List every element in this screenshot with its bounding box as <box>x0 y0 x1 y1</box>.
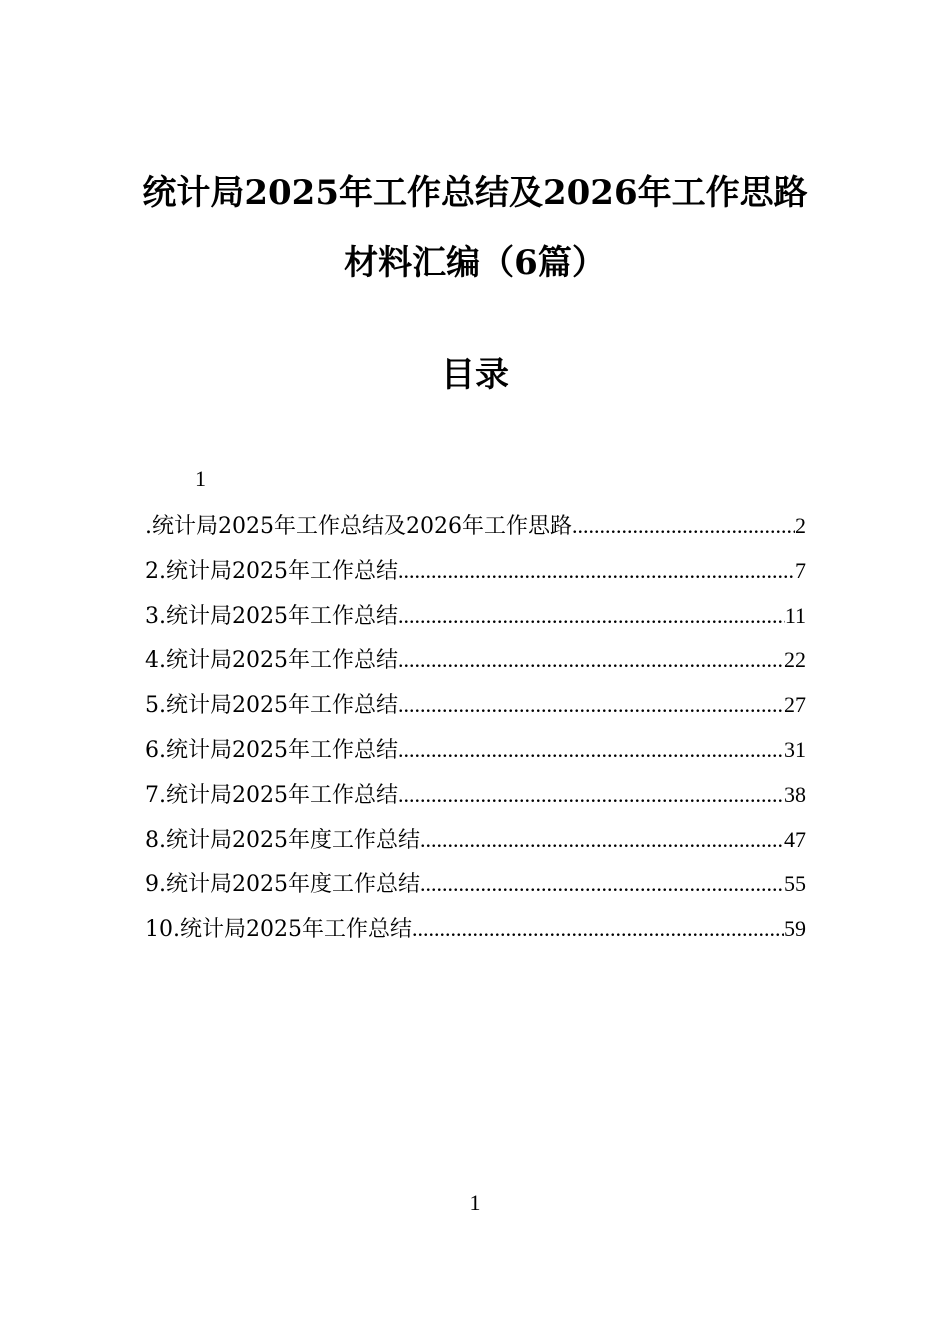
toc-dot-leader <box>420 862 784 907</box>
toc-entry[interactable] <box>145 683 806 728</box>
toc-entry-label: .统计局2025年工作总结及2026年工作思路 <box>145 514 572 539</box>
toc-entry-label: 4.统计局2025年工作总结 <box>145 648 398 674</box>
toc-entry-page: 2 <box>795 513 806 538</box>
toc-entry-label: 5.统计局2025年工作总结 <box>145 693 398 719</box>
toc-entry-page: 11 <box>784 602 806 628</box>
toc-dot-leader <box>398 773 784 818</box>
document-title-line-2: 材料汇编（6篇） <box>344 243 606 283</box>
toc-entry-page: 31 <box>784 736 806 762</box>
toc-entry[interactable] <box>145 638 806 683</box>
toc-entry[interactable] <box>145 504 806 549</box>
toc-dot-leader <box>398 683 784 728</box>
toc-entry-label: 10.统计局2025年工作总结 <box>145 917 412 943</box>
toc-entry[interactable] <box>145 773 806 818</box>
toc-entry[interactable] <box>145 862 806 907</box>
toc-entry-page: 47 <box>784 826 806 852</box>
toc-entry-label: 2.统计局2025年工作总结 <box>145 558 398 584</box>
toc-entry[interactable] <box>145 549 806 594</box>
page-number: 1 <box>469 1190 481 1215</box>
toc-entry[interactable] <box>145 594 806 639</box>
document-title-line-1: 统计局2025年工作总结及2026年工作思路 <box>142 173 808 213</box>
toc-entry-label: 9.统计局2025年度工作总结 <box>145 872 420 898</box>
toc-dot-leader <box>398 549 795 594</box>
toc-entry-page: 38 <box>784 781 806 807</box>
toc-dot-leader <box>572 504 795 549</box>
toc-entry-label: 7.统计局2025年工作总结 <box>145 782 398 808</box>
toc-entry[interactable] <box>145 728 806 773</box>
toc-dot-leader <box>398 594 785 639</box>
toc-heading: 目录 <box>441 355 509 395</box>
toc-entry-page: 7 <box>795 557 806 583</box>
toc-stray-number: 1 <box>195 466 206 491</box>
toc-entry-page: 59 <box>784 916 806 942</box>
toc-dot-leader <box>420 818 784 863</box>
toc-entry[interactable] <box>145 907 806 952</box>
toc-list <box>145 504 806 952</box>
toc-entry-page: 27 <box>784 692 806 718</box>
toc-entry[interactable] <box>145 818 806 863</box>
toc-entry-page: 22 <box>784 647 806 673</box>
toc-dot-leader <box>398 638 784 683</box>
toc-entry-page: 55 <box>784 871 806 897</box>
toc-dot-leader <box>398 728 784 773</box>
toc-dot-leader <box>412 907 784 952</box>
toc-entry-label: 3.统计局2025年工作总结 <box>145 603 398 629</box>
toc-entry-label: 6.统计局2025年工作总结 <box>145 737 398 763</box>
toc-entry-label: 8.统计局2025年度工作总结 <box>145 827 420 853</box>
